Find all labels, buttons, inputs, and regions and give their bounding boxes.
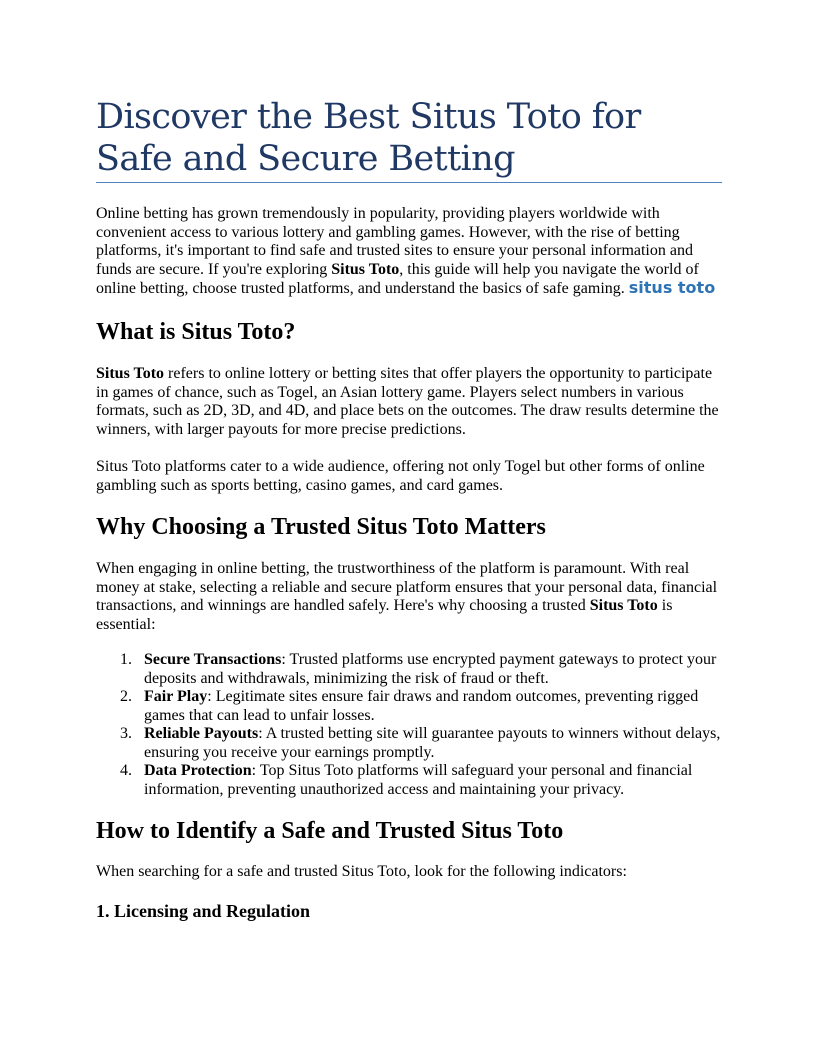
list-item-text: : Top Situs Toto platforms will safeguard your personal and financial information, preventing unauthorized access and maintaining your privacy.	[144, 762, 693, 798]
heading-what-is-situs-toto: What is Situs Toto?	[96, 319, 296, 345]
heading-why-trusted: Why Choosing a Trusted Situs Toto Matters	[96, 514, 546, 540]
intro-paragraph	[96, 205, 726, 299]
reasons-list	[96, 651, 736, 799]
list-item	[96, 762, 736, 799]
why-text: When engaging in online betting, the trustworthiness of the platform is paramount. With real money at stake, selecting a reliable and secure platform ensures that your personal data, financial transactions, and winnings are handled safely. Here's why choosing a trusted	[96, 560, 718, 614]
situs-toto-link[interactable]: situs toto	[628, 278, 716, 297]
intro-text-2: , this guide will help you navigate the world of online betting, choose trusted platforms, and understand the basics of safe gaming.	[96, 260, 699, 297]
why-bold-situs-toto: Situs Toto	[589, 597, 658, 614]
list-item-title: Fair Play	[144, 688, 208, 705]
list-item-title: Reliable Payouts	[144, 725, 259, 742]
list-item-text: : Legitimate sites ensure fair draws and random outcomes, preventing rigged games that can lead to unfair losses.	[144, 688, 699, 724]
list-item-number: 4.	[120, 762, 132, 779]
why-paragraph	[96, 560, 726, 634]
intro-bold-situs-toto: Situs Toto	[331, 260, 400, 278]
page-title: Discover the Best Situs Toto for Safe and Secure Betting	[96, 97, 641, 179]
list-item	[96, 725, 736, 762]
list-item-number: 3.	[120, 725, 132, 742]
list-item	[96, 651, 736, 688]
list-item-title: Secure Transactions	[144, 651, 282, 668]
how-paragraph: When searching for a safe and trusted Situs Toto, look for the following indicators:	[96, 863, 627, 880]
intro-text-1: Online betting has grown tremendously in popularity, providing players worldwide with convenient access to various lottery and gambling games. However, with the rise of betting platforms, it's important to find safe and trusted sites to ensure your personal information and funds are secure. If you're exploring	[96, 205, 693, 278]
heading-how-to-identify: How to Identify a Safe and Trusted Situs Toto	[96, 818, 564, 844]
what-text-1: refers to online lottery or betting sites that offer players the opportunity to participate in games of chance, such as Togel, an Asian lottery game. Players select numbers in various formats, such as 2D, 3D, and 4D, and place bets on the outcomes. The draw results determine the winners, with larger payouts for more precise predictions.	[96, 365, 719, 438]
list-item-text: : Trusted platforms use encrypted payment gateways to protect your deposits and withdrawals, minimizing the risk of fraud or theft.	[144, 651, 717, 687]
list-item-number: 2.	[120, 688, 132, 705]
what-bold-situs-toto: Situs Toto	[96, 365, 165, 382]
list-item	[96, 688, 736, 725]
list-item-text: : A trusted betting site will guarantee payouts to winners without delays, ensuring you receive your earnings promptly.	[144, 725, 721, 761]
title-underline	[96, 182, 722, 183]
list-item-title: Data Protection	[144, 762, 252, 779]
what-paragraph-2: Situs Toto platforms cater to a wide audience, offering not only Togel but other forms of online gambling such as sports betting, casino games, and card games.	[96, 458, 705, 494]
why-text-end: is essential:	[96, 597, 673, 633]
list-item-number: 1.	[120, 651, 132, 668]
what-paragraph-1	[96, 365, 726, 439]
subheading-licensing: 1. Licensing and Regulation	[96, 901, 311, 921]
